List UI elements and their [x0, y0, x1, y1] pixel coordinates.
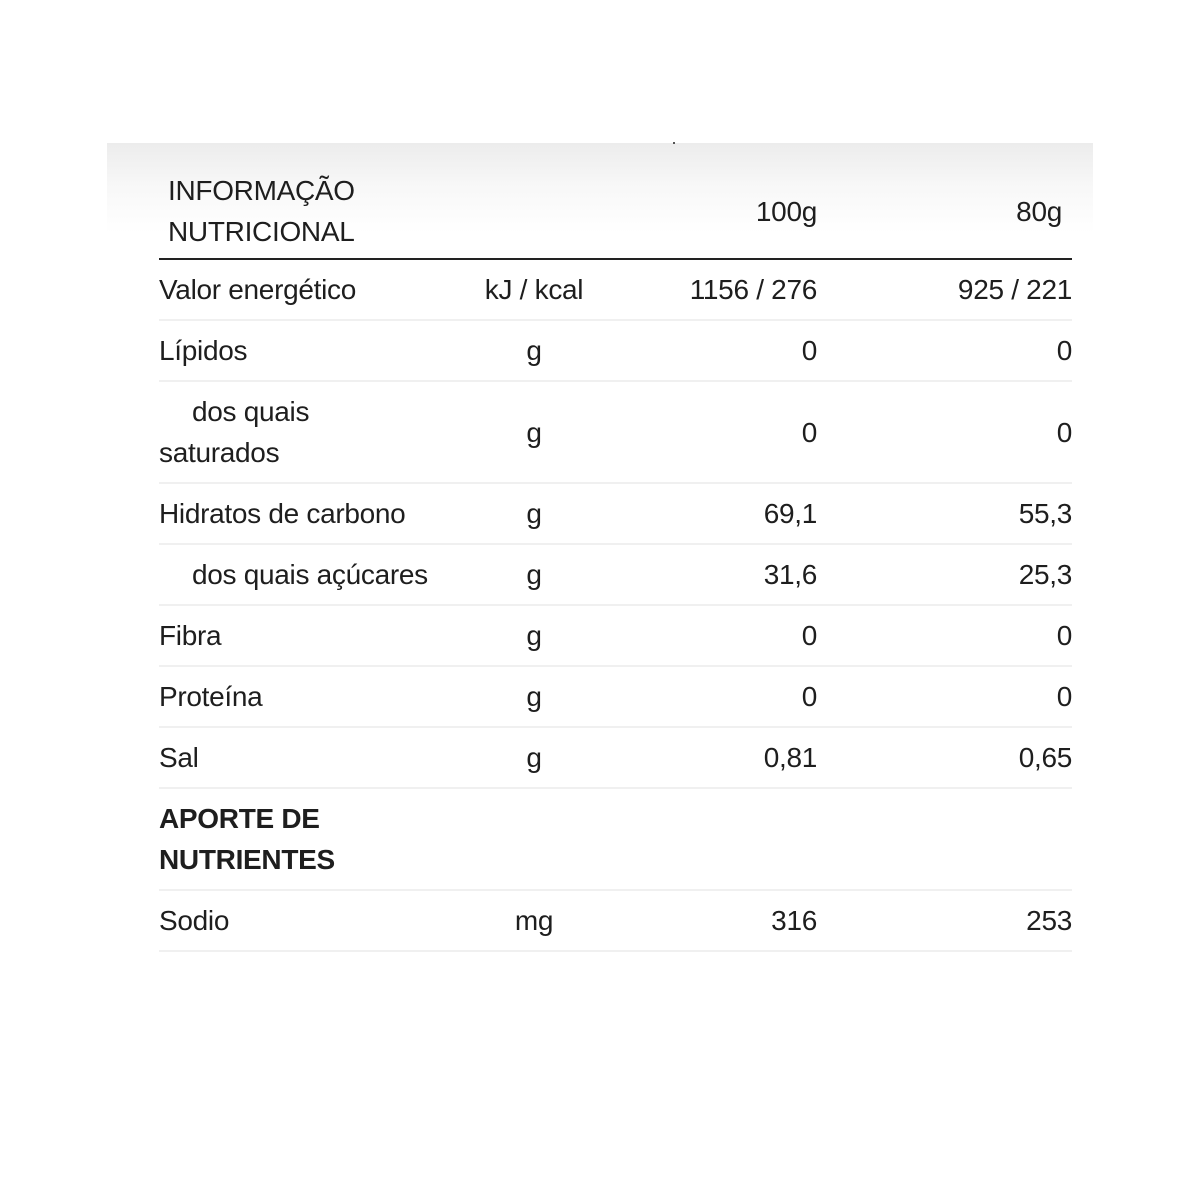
- value-80g: 55,3: [817, 483, 1072, 544]
- nutrient-unit: mg: [464, 890, 604, 951]
- section-title-line1: APORTE DE: [159, 803, 320, 834]
- nutrient-name-line2: saturados: [159, 437, 280, 468]
- table-title-line1: INFORMAÇÃO: [168, 175, 355, 206]
- nutrient-name-line1: dos quais: [192, 396, 310, 427]
- column-header-80g: 80g: [817, 164, 1072, 259]
- value-100g: 69,1: [604, 483, 817, 544]
- value-80g: 25,3: [817, 544, 1072, 605]
- value-100g: 1156 / 276: [604, 259, 817, 320]
- table-row: [159, 666, 1072, 727]
- value-80g: 0,65: [817, 727, 1072, 788]
- value-100g: 0: [604, 605, 817, 666]
- value-100g: 0: [604, 666, 817, 727]
- nutrient-name: Proteína: [159, 666, 464, 727]
- table-header-row: [159, 164, 1072, 259]
- nutrient-unit: kJ / kcal: [464, 259, 604, 320]
- nutrient-unit: g: [464, 544, 604, 605]
- nutrient-unit: g: [464, 727, 604, 788]
- section-header-row: [159, 788, 1072, 890]
- nutrient-name: Sodio: [159, 890, 464, 951]
- table-row: [159, 727, 1072, 788]
- nutrient-unit: g: [464, 381, 604, 483]
- table-title-line2: NUTRICIONAL: [168, 216, 355, 247]
- table-row: [159, 605, 1072, 666]
- column-header-100g: 100g: [604, 164, 817, 259]
- nutrient-name-label: dos quais açúcares: [192, 558, 428, 590]
- nutrient-name: Valor energético: [159, 259, 464, 320]
- value-100g: 0,81: [604, 727, 817, 788]
- nutrient-unit: g: [464, 320, 604, 381]
- unit-column-header: [464, 164, 604, 259]
- table-row: [159, 320, 1072, 381]
- value-80g: 0: [817, 605, 1072, 666]
- nutrient-name: Sal: [159, 727, 464, 788]
- value-80g: 253: [817, 890, 1072, 951]
- value-100g: 0: [604, 381, 817, 483]
- section-title-line2: NUTRIENTES: [159, 844, 335, 875]
- nutrition-table: [159, 164, 1072, 952]
- value-80g: 925 / 221: [817, 259, 1072, 320]
- nutrient-unit: g: [464, 605, 604, 666]
- value-80g: 0: [817, 320, 1072, 381]
- nutrient-unit: g: [464, 483, 604, 544]
- table-title: [159, 164, 464, 259]
- table-row: [159, 544, 1072, 605]
- value-100g: 31,6: [604, 544, 817, 605]
- dust-speck: [673, 142, 675, 144]
- value-80g: 0: [817, 666, 1072, 727]
- nutrient-name: [159, 544, 464, 605]
- table-row: [159, 890, 1072, 951]
- section-title: [159, 788, 464, 890]
- value-100g: 316: [604, 890, 817, 951]
- table-row: [159, 259, 1072, 320]
- nutrient-name: Fibra: [159, 605, 464, 666]
- value-100g: 0: [604, 320, 817, 381]
- nutrient-name: [159, 381, 464, 483]
- nutrient-unit: g: [464, 666, 604, 727]
- nutrient-name: Lípidos: [159, 320, 464, 381]
- value-80g: 0: [817, 381, 1072, 483]
- table-row: [159, 483, 1072, 544]
- table-row: [159, 381, 1072, 483]
- nutrient-name: Hidratos de carbono: [159, 483, 464, 544]
